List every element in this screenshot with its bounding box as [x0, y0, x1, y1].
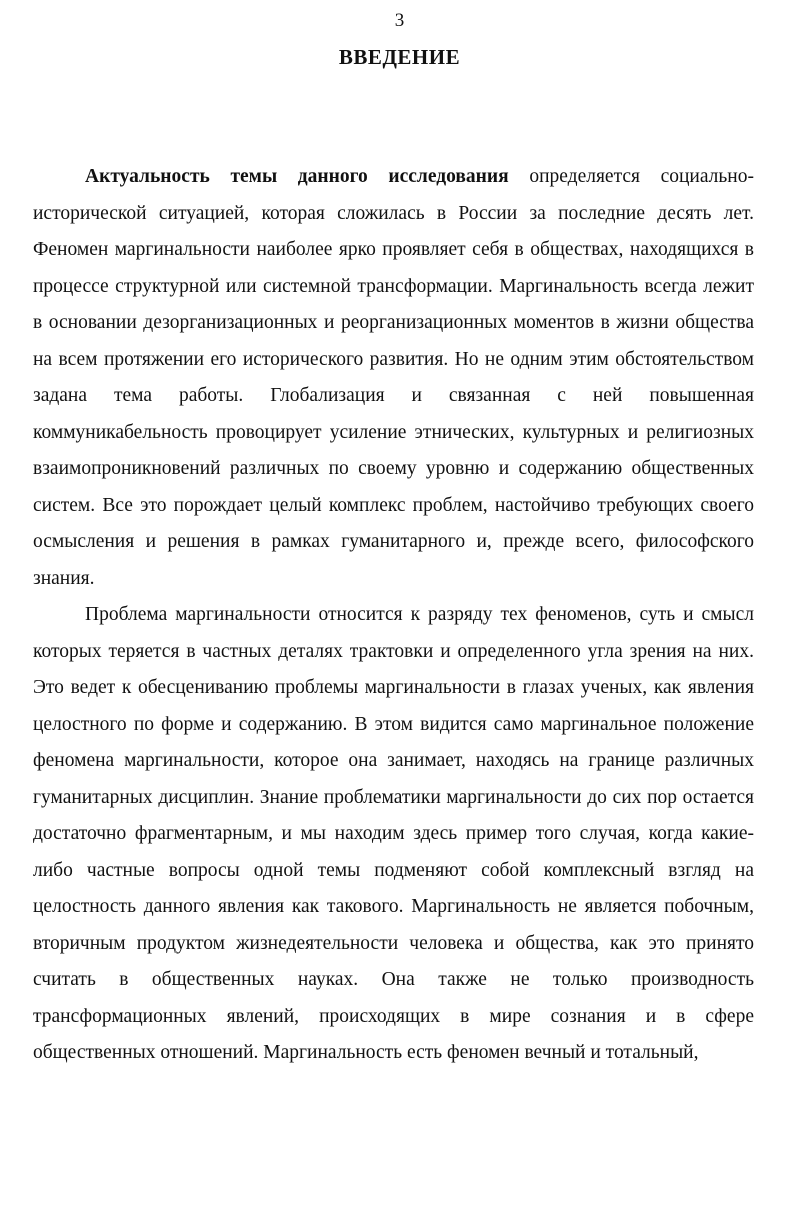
section-heading: ВВЕДЕНИЕ — [338, 45, 461, 69]
body-text — [33, 159, 754, 1072]
page-number: 3 — [394, 10, 405, 31]
paragraph-1 — [33, 159, 754, 597]
paragraph-2-text: Проблема маргинальности относится к разряду тех феноменов, суть и смысл которых теряется в частных деталях трактовки и определенного угла зрения на них. Это ведет к обесцениванию проблемы маргинальности в глазах ученых, как явления целостного по форме и содержанию. В этом видится само маргинальное положение феномена маргинальности, которое она занимает, находясь на границе различных гуманитарных дисциплин. Знание проблематики маргинальности до сих пор остается достаточно фрагментарным, и мы находим здесь пример того случая, когда какие-либо частные вопросы одной темы подменяют собой комплексный взгляд на целостность данного явления как такового. Маргинальность не является побочным, вторичным продуктом жизнедеятельности человека и общества, как это принято считать в общественных науках. Она также не только производность трансформационных явлений, происходящих в мире сознания и в сфере общественных отношений. Маргинальность есть феномен вечный и тотальный, — [33, 604, 754, 1063]
paragraph-2 — [33, 597, 754, 1072]
paragraph-1-lead: Актуальность темы данного исследования — [85, 166, 509, 187]
paragraph-1-text: определяется социально-исторической ситуацией, которая сложилась в России за последние десять лет. Феномен маргинальности наиболее ярко проявляет себя в обществах, находящихся в процессе структурной или системной трансформации. Маргинальность всегда лежит в основании дезорганизационных и реорганизационных моментов в жизни общества на всем протяжении его исторического развития. Но не одним этим обстоятельством задана тема работы. Глобализация и связанная с ней повышенная коммуникабельность провоцирует усиление этнических, культурных и религиозных взаимопроникновений различных по своему уровню и содержанию общественных систем. Все это порождает целый комплекс проблем, настойчиво требующих своего осмысления и решения в рамках гуманитарного и, прежде всего, философского знания. — [33, 166, 754, 589]
